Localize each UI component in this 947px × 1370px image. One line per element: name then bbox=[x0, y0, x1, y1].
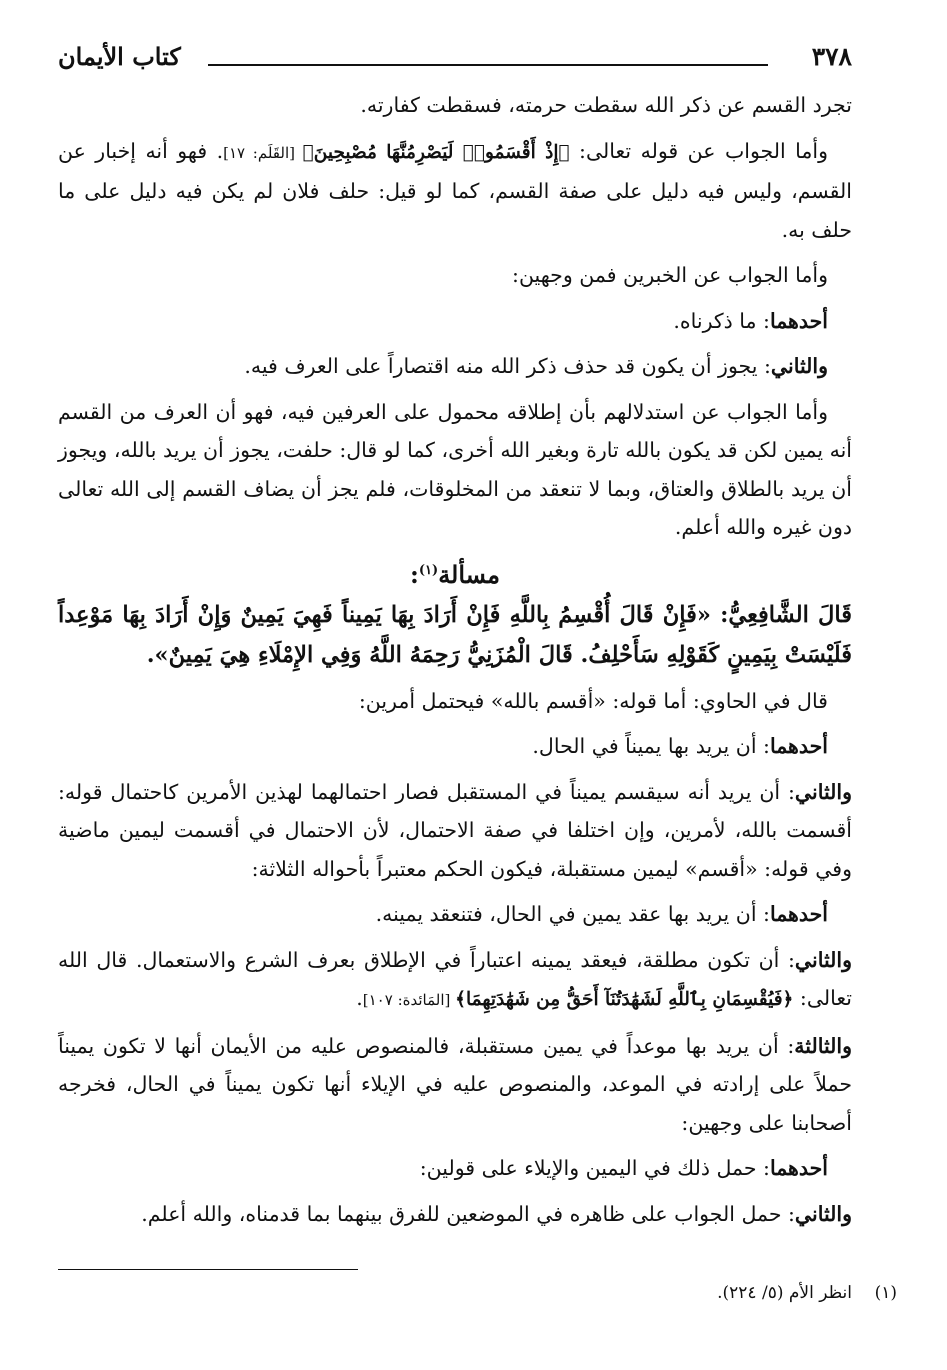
section-heading: مسألة$^{(١)}$: bbox=[410, 559, 500, 589]
point-label: أحدهما bbox=[769, 902, 828, 926]
footnote bbox=[58, 1279, 897, 1307]
paragraph: وأما الجواب عن قوله تعالى: ﴿إِذْ أَقْسَمُوا۟ لَيَصْرِمُنَّهَا مُصْبِحِينَ﴾ [القَلَم: ١٧]. فهو أنه إخبار عن القسم، وليس فيه دليل على صفة القسم، كما لو قيل: حلف فلان لم يكن فيه دليل على ما حلف به. bbox=[58, 138, 852, 242]
point-label: والثاني bbox=[794, 947, 852, 972]
footnote-ref: (١) bbox=[418, 562, 439, 578]
point-label: والثالثة bbox=[794, 1033, 852, 1058]
paragraph: والثاني: أن تكون مطلقة، فيعقد يمينه اعتباراً في الإطلاق بعرف الشرع والاستعمال. قال الله تعالى: ﴿فَيُقْسِمَانِ بِٱللَّهِ لَشَهَٰدَتُنَآ أَحَقُّ مِن شَهَٰدَتِهِمَا﴾ [المَائدة: ١٠٧]. bbox=[58, 947, 852, 1010]
paragraph: أحدهما: ما ذكرناه. bbox=[673, 308, 828, 333]
point-label: أحدهما bbox=[769, 734, 828, 758]
paragraph: والثاني: حمل الجواب على ظاهره في الموضعين للفرق بينهما بما قدمناه، والله أعلم. bbox=[141, 1201, 852, 1226]
paragraph: والثاني: أن يريد أنه سيقسم يميناً في المستقبل فصار احتمالهما لهذين الأمرين كاحتمال قوله: أقسمت بالله، لأمرين، وإن اختلفا في صفة الاحتمال، لأن الاحتمال في أقسمت ليمين ماضية وفي قوله: «أقسم» ليمين مستقبلة، فيكون الحكم معتبراً بأحواله الثلاثة: bbox=[58, 779, 852, 881]
verse-reference: [القَلَم: ١٧] bbox=[223, 143, 303, 162]
running-title: كتاب الأيمان bbox=[58, 42, 181, 71]
paragraph: والثاني: يجوز أن يكون قد حذف ذكر الله منه اقتصاراً على العرف فيه. bbox=[244, 354, 828, 378]
paragraph: والثالثة: أن يريد بها موعداً في يمين مستقبلة، فالمنصوص عليه من الأيمان أنها لا تكون يميناً حملاً على إرادته في الموعد، والمنصوص عليه في الإيلاء أنها تكون يميناً في الحال، فخرجه أصحابنا على وجهين: bbox=[58, 1033, 852, 1135]
page-body bbox=[58, 86, 852, 1233]
point-label: والثاني bbox=[770, 354, 828, 378]
paragraph: أحدهما: أن يريد بها عقد يمين في الحال، فتنعقد يمينه. bbox=[375, 902, 828, 926]
point-label: والثاني bbox=[794, 779, 852, 804]
quran-verse: ﴿إِذْ أَقْسَمُوا۟ لَيَصْرِمُنَّهَا مُصْبِحِينَ﴾ bbox=[302, 141, 570, 163]
paragraph: أحدهما: حمل ذلك في اليمين والإيلاء على قولين: bbox=[419, 1156, 828, 1180]
footnote-rule bbox=[58, 1269, 358, 1270]
paragraph: قال في الحاوي: أما قوله: «أقسم بالله» فيحتمل أمرين: bbox=[358, 688, 828, 713]
matn-text: قَالَ الشَّافِعِيُّ: «فَإِنْ قَالَ أُقْسِمُ بِاللَّهِ فَإِنْ أَرَادَ بِهَا يَمِيناً فَهِيَ يَمِينٌ وَإِنْ أَرَادَ بِهَا مَوْعِداً فَلَيْسَتْ بِيَمِينٍ كَقَوْلِهِ سَأَحْلِفُ. قَالَ الْمُزَنِيُّ رَحِمَهُ اللَّهُ وَفِي الإِمْلَاءِ هِيَ يَمِينٌ». bbox=[58, 601, 852, 668]
footnote-text: انظر الأم (٥/ ٢٢٤). bbox=[717, 1283, 852, 1303]
page-header bbox=[58, 40, 852, 76]
point-label: أحدهما bbox=[769, 1156, 828, 1180]
footnote-mark: (١) bbox=[874, 1283, 897, 1303]
quran-verse: ﴿فَيُقْسِمَانِ بِٱللَّهِ لَشَهَٰدَتُنَآ أَحَقُّ مِن شَهَٰدَتِهِمَا﴾ bbox=[455, 989, 794, 1010]
verse-reference: [المَائدة: ١٠٧] bbox=[362, 991, 456, 1009]
paragraph: تجرد القسم عن ذكر الله سقطت حرمته، فسقطت كفارته. bbox=[360, 93, 852, 117]
point-label: والثاني bbox=[794, 1201, 852, 1226]
point-label: أحدهما bbox=[769, 308, 828, 333]
paragraph: وأما الجواب عن استدلالهم بأن إطلاقه محمول على العرفين فيه، فهو أن العرف من القسم أنه يمين لكن قد يكون بالله تارة وبغير الله أخرى، كما لو قال: حلفت، يجوز أن يريد بالله، ويجوز أن يريد بالطلاق والعتاق، وبما لا تنعقد من المخلوقات، فلم يجز أن يضاف القسم إلى الله تعالى دون غيره والله أعلم. bbox=[58, 399, 852, 539]
header-rule bbox=[208, 64, 768, 66]
page-number: ٣٧٨ bbox=[811, 42, 852, 71]
paragraph: وأما الجواب عن الخبرين فمن وجهين: bbox=[512, 263, 828, 287]
paragraph: أحدهما: أن يريد بها يميناً في الحال. bbox=[532, 734, 828, 758]
